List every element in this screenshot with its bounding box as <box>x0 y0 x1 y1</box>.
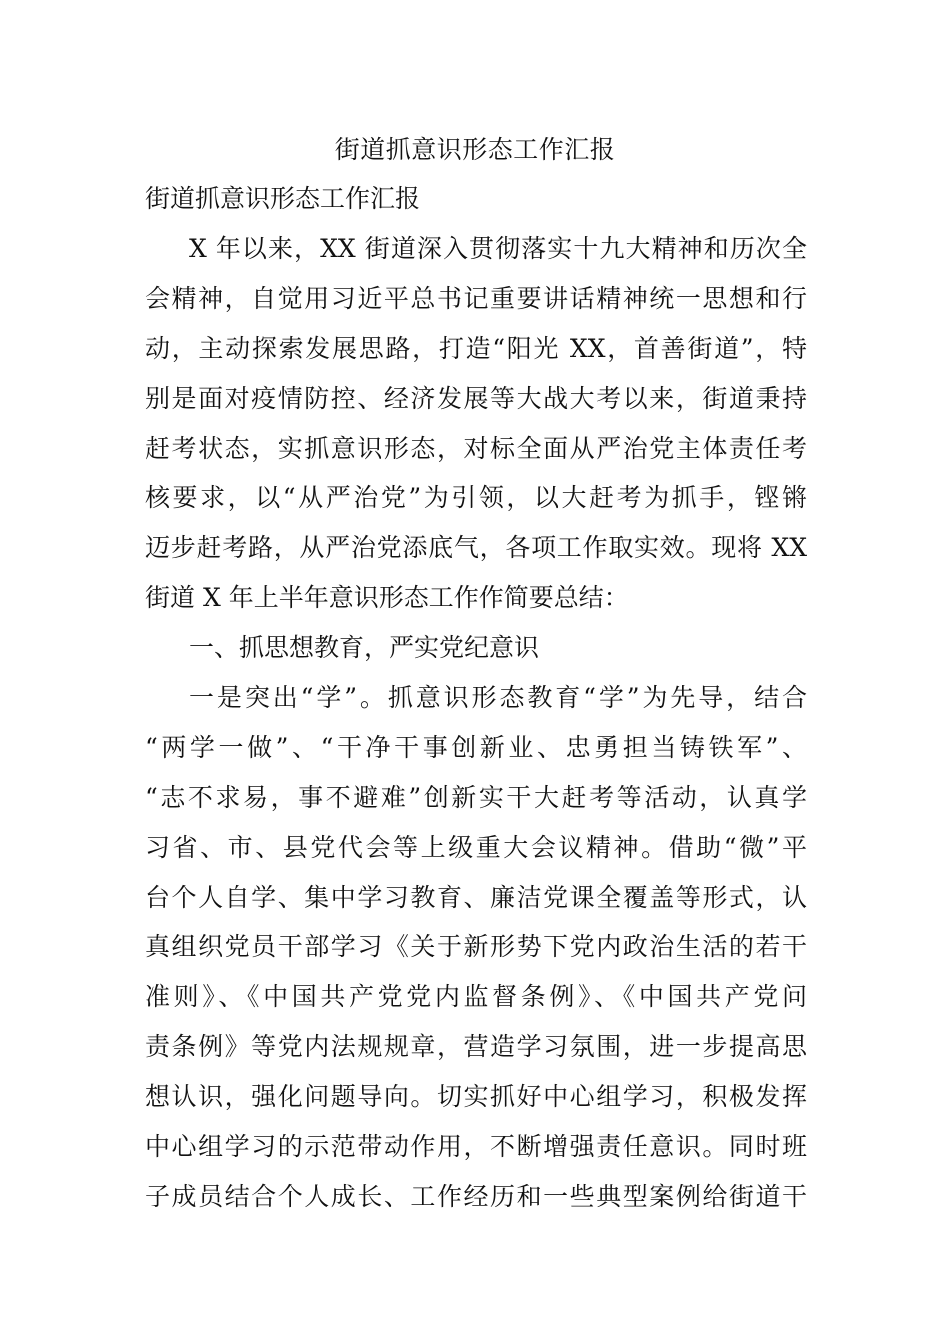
body-line: 中心组学习的示范带动作用，不断增强责任意识。同时班 <box>145 1132 807 1162</box>
body-line: 子成员结合个人成长、工作经历和一些典型案例给街道干 <box>145 1181 807 1211</box>
body-line: 想认识，强化问题导向。切实抓好中心组学习，积极发挥 <box>145 1082 807 1112</box>
body-line: X 年以来，XX 街道深入贯彻落实十九大精神和历次全 <box>189 234 807 263</box>
body-line: 核要求，以“从严治党”为引领，以大赶考为抓手，铿锵 <box>145 483 807 513</box>
section-heading: 一、抓思想教育，严实党纪意识 <box>189 633 540 663</box>
body-line: 会精神，自觉用习近平总书记重要讲话精神统一思想和行 <box>145 283 807 313</box>
body-line: 别是面对疫情防控、经济发展等大战大考以来，街道秉持 <box>145 383 807 413</box>
body-line: 台个人自学、集中学习教育、廉洁党课全覆盖等形式，认 <box>145 882 807 912</box>
document-title: 街道抓意识形态工作汇报 <box>334 135 616 164</box>
body-line: 迈步赶考路，从严治党添底气，各项工作取实效。现将 XX <box>145 533 807 563</box>
body-line: “两学一做”、“干净干事创新业、忠勇担当铸铁军”、 <box>145 732 807 762</box>
body-line: 赶考状态，实抓意识形态，对标全面从严治党主体责任考 <box>145 433 807 463</box>
body-line: 责条例》等党内法规规章，营造学习氛围，进一步提高思 <box>145 1032 807 1062</box>
body-line: 动，主动探索发展思路，打造“阳光 XX，首善街道”，特 <box>145 333 807 363</box>
body-line: 真组织党员干部学习《关于新形势下党内政治生活的若干 <box>145 932 807 962</box>
body-line: “志不求易，事不避难”创新实干大赶考等活动，认真学 <box>145 782 807 812</box>
body-line: 一是突出“学”。抓意识形态教育“学”为先导，结合 <box>189 683 807 713</box>
body-line: 准则》、《中国共产党党内监督条例》、《中国共产党问 <box>145 982 807 1012</box>
document-subtitle: 街道抓意识形态工作汇报 <box>145 184 421 213</box>
body-line: 街道 X 年上半年意识形态工作作简要总结： <box>145 583 629 613</box>
document-body <box>145 232 807 1230</box>
body-line: 习省、市、县党代会等上级重大会议精神。借助“微”平 <box>145 832 807 862</box>
